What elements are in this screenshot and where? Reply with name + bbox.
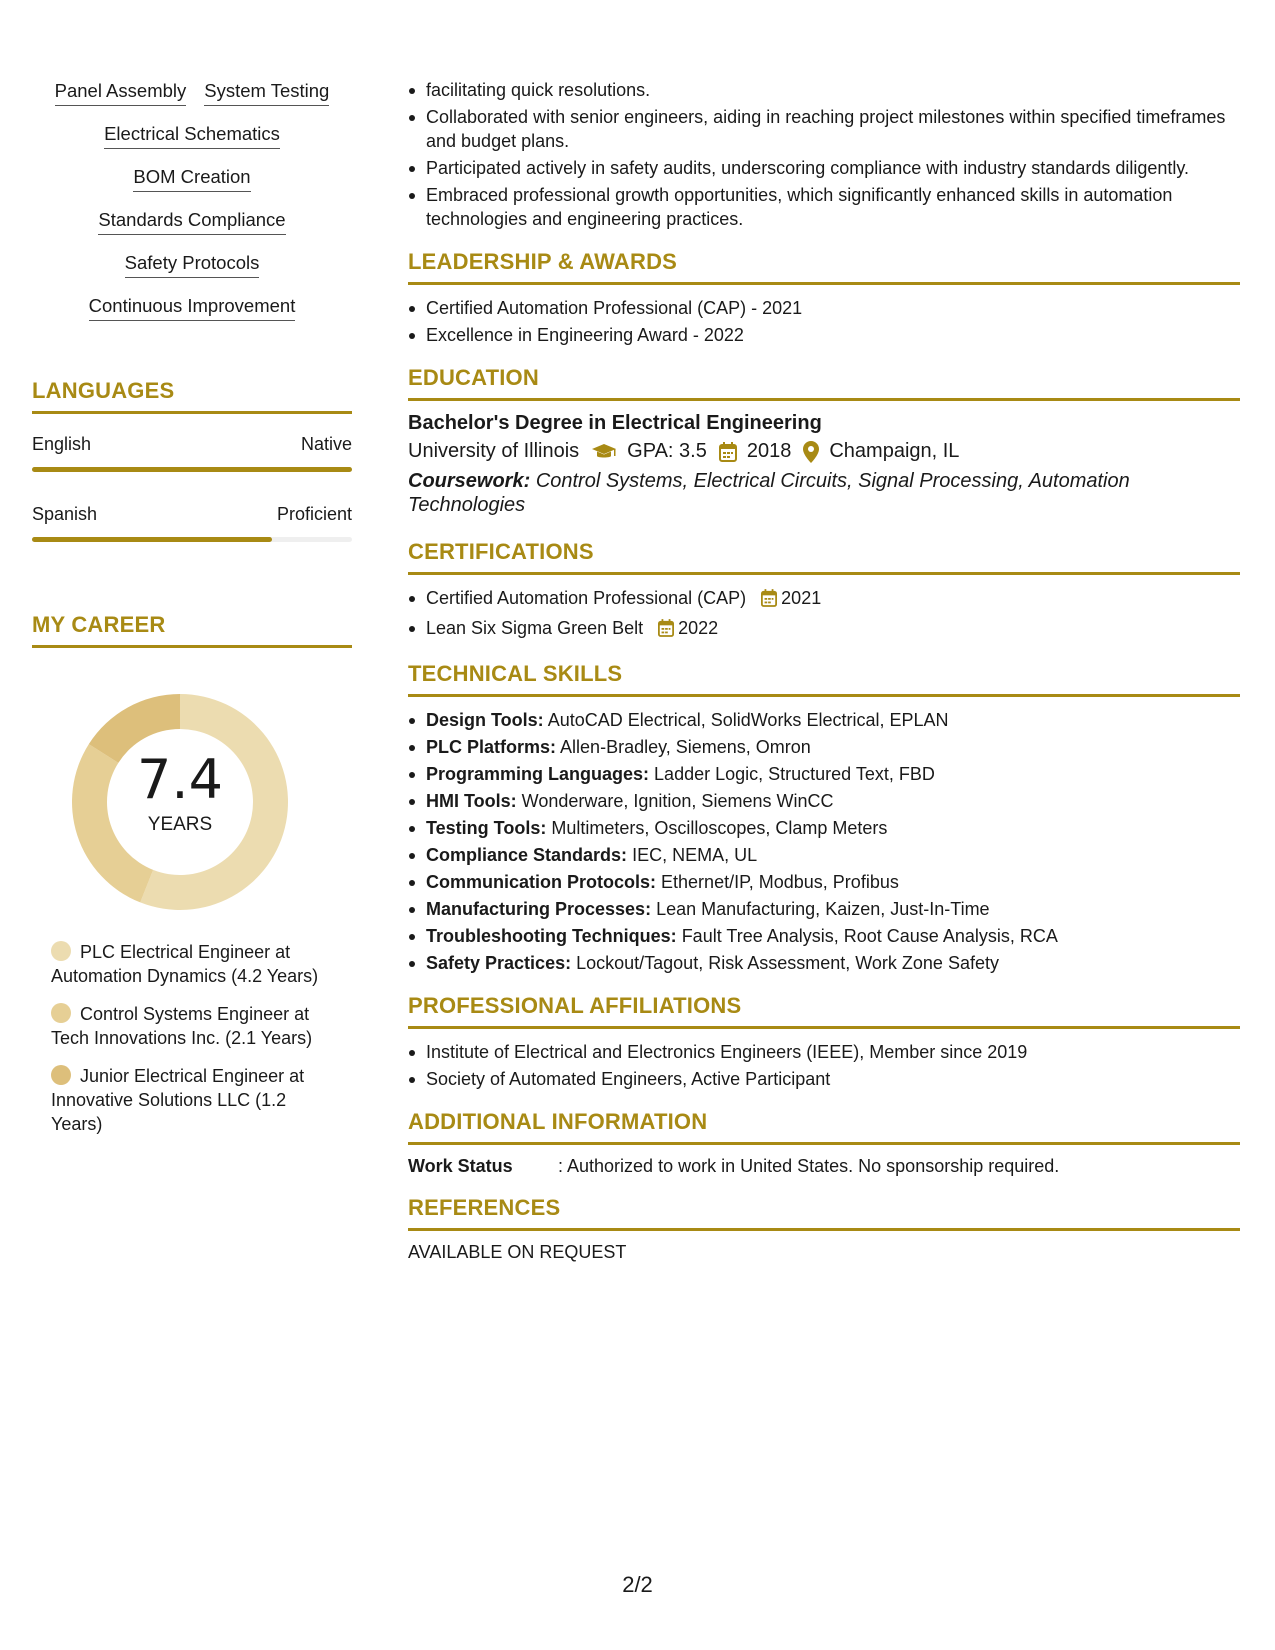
affiliation-item: Society of Automated Engineers, Active Participant: [408, 1067, 1240, 1091]
language-name: Spanish: [32, 504, 98, 524]
skill-tag: System Testing: [204, 80, 329, 106]
affiliations-list: [408, 1040, 1240, 1091]
work-status-label: Work Status: [408, 1156, 513, 1176]
skill-label: Compliance Standards:: [426, 845, 628, 865]
language-bar-fill: [32, 467, 352, 472]
skill-value: AutoCAD Electrical, SolidWorks Electrical, EPLAN: [547, 710, 949, 730]
skill-label: Safety Practices:: [426, 953, 572, 973]
career-section: [32, 612, 352, 1136]
language-level: Native: [300, 434, 352, 454]
calendar-icon: [761, 589, 777, 613]
section-title: EDUCATION: [408, 365, 1240, 401]
graduation-cap-icon: [591, 443, 617, 461]
right-column: [408, 78, 1240, 1263]
skill-tag: Standards Compliance: [98, 209, 285, 235]
section-title: ADDITIONAL INFORMATION: [408, 1109, 1240, 1145]
skill-label: HMI Tools:: [426, 791, 517, 811]
skill-value: Lean Manufacturing, Kaizen, Just-In-Time: [656, 899, 990, 919]
section-title: MY CAREER: [32, 612, 352, 648]
skill-tag-row: [133, 166, 250, 192]
coursework-label: Coursework:: [408, 470, 531, 492]
leadership-item: Certified Automation Professional (CAP) - 2021: [408, 296, 1240, 320]
education-gpa: GPA: 3.5: [627, 440, 707, 462]
technical-skills-list: [408, 708, 1240, 975]
experience-bullet: Collaborated with senior engineers, aiding in reaching project milestones within specified timeframes and budget plans.: [408, 105, 1240, 153]
career-legend-item: [51, 940, 332, 988]
skill-tag: Electrical Schematics: [104, 123, 280, 149]
section-title: REFERENCES: [408, 1195, 1240, 1231]
language-bar: [32, 467, 352, 472]
education-location: Champaign, IL: [829, 440, 960, 462]
section-title: TECHNICAL SKILLS: [408, 661, 1240, 697]
section-title: LANGUAGES: [32, 378, 352, 414]
leadership-list: [408, 296, 1240, 347]
skill-item: [408, 843, 1240, 867]
leadership-item: Excellence in Engineering Award - 2022: [408, 323, 1240, 347]
language-bar: [32, 537, 352, 542]
certification-item: [408, 616, 1240, 643]
certifications-list: [408, 586, 1240, 643]
skill-value: Ethernet/IP, Modbus, Profibus: [661, 872, 899, 892]
career-role: PLC Electrical Engineer at Automation Dynamics (4.2 Years): [51, 942, 319, 986]
skill-tag-row: [125, 252, 260, 278]
skill-label: Programming Languages:: [426, 764, 650, 784]
section-title: LEADERSHIP & AWARDS: [408, 249, 1240, 285]
work-status-value: : Authorized to work in United States. No sponsorship required.: [558, 1156, 1060, 1176]
legend-dot-icon: [51, 1003, 71, 1023]
skill-item: [408, 951, 1240, 975]
experience-bullets: [408, 78, 1240, 231]
education-degree: Bachelor's Degree in Electrical Engineering: [408, 412, 822, 434]
certification-year: 2021: [781, 588, 822, 608]
skill-label: Design Tools:: [426, 710, 544, 730]
skill-value: Allen-Bradley, Siemens, Omron: [560, 737, 811, 757]
work-status-row: [408, 1156, 1240, 1177]
references-text: AVAILABLE ON REQUEST: [408, 1242, 627, 1262]
skill-value: Lockout/Tagout, Risk Assessment, Work Zone Safety: [576, 953, 999, 973]
skill-value: Ladder Logic, Structured Text, FBD: [654, 764, 935, 784]
experience-bullet: Participated actively in safety audits, underscoring compliance with industry standards diligently.: [408, 156, 1240, 180]
section-title: PROFESSIONAL AFFILIATIONS: [408, 993, 1240, 1029]
language-row: [32, 504, 352, 525]
skill-item: [408, 816, 1240, 840]
career-donut-chart: [32, 670, 352, 930]
career-legend-item: [51, 1064, 332, 1136]
skill-tag: Safety Protocols: [125, 252, 260, 278]
page-number: 2/2: [622, 1572, 653, 1597]
language-bar-fill: [32, 537, 272, 542]
location-pin-icon: [803, 441, 819, 463]
skill-value: Multimeters, Oscilloscopes, Clamp Meters: [551, 818, 888, 838]
skill-item: [408, 708, 1240, 732]
skill-value: Fault Tree Analysis, Root Cause Analysis, RCA: [681, 926, 1058, 946]
education-school: University of Illinois: [408, 440, 580, 462]
skill-item: [408, 870, 1240, 894]
section-title: CERTIFICATIONS: [408, 539, 1240, 575]
skill-item: [408, 762, 1240, 786]
skill-tag-row: [55, 80, 330, 106]
affiliation-item: Institute of Electrical and Electronics Engineers (IEEE), Member since 2019: [408, 1040, 1240, 1064]
career-total-years: 7.4: [137, 748, 223, 811]
skill-item: [408, 789, 1240, 813]
skill-tag: BOM Creation: [133, 166, 250, 192]
career-legend: [32, 940, 332, 1136]
language-row: [32, 434, 352, 455]
coursework-list: Control Systems, Electrical Circuits, Signal Processing, Automation Technologies: [408, 470, 1130, 516]
career-role: Junior Electrical Engineer at Innovative Solutions LLC (1.2 Years): [51, 1066, 305, 1134]
career-role: Control Systems Engineer at Tech Innovations Inc. (2.1 Years): [51, 1004, 313, 1048]
calendar-icon: [658, 619, 674, 643]
skill-tag: Panel Assembly: [55, 80, 187, 106]
certification-item: [408, 586, 1240, 613]
career-years-unit: YEARS: [147, 814, 213, 835]
language-name: English: [32, 434, 92, 454]
certification-year: 2022: [678, 618, 719, 638]
skill-tags: [32, 80, 352, 338]
languages-section: [32, 378, 352, 542]
legend-dot-icon: [51, 941, 71, 961]
skill-label: Manufacturing Processes:: [426, 899, 652, 919]
skill-label: Testing Tools:: [426, 818, 547, 838]
skill-item: [408, 897, 1240, 921]
certification-name: Lean Six Sigma Green Belt: [426, 618, 644, 638]
left-column: [32, 80, 352, 1150]
education-year: 2018: [746, 440, 792, 462]
education-details: [408, 440, 1240, 463]
legend-dot-icon: [51, 1065, 71, 1085]
education-coursework: [408, 469, 1240, 517]
experience-bullet: Embraced professional growth opportunities, which significantly enhanced skills in automation technologies and engineering practices.: [408, 183, 1240, 231]
skill-tag-row: [104, 123, 280, 149]
language-level: Proficient: [276, 504, 352, 524]
skill-item: [408, 735, 1240, 759]
skill-tag: Continuous Improvement: [89, 295, 296, 321]
skill-label: Communication Protocols:: [426, 872, 657, 892]
skill-value: IEC, NEMA, UL: [632, 845, 758, 865]
skill-tag-row: [98, 209, 285, 235]
calendar-icon: [719, 442, 737, 462]
experience-continuation: facilitating quick resolutions.: [408, 78, 1240, 102]
skill-label: PLC Platforms:: [426, 737, 557, 757]
skill-item: [408, 924, 1240, 948]
skill-tag-row: [89, 295, 296, 321]
certification-name: Certified Automation Professional (CAP): [426, 588, 747, 608]
career-legend-item: [51, 1002, 332, 1050]
skill-value: Wonderware, Ignition, Siemens WinCC: [521, 791, 834, 811]
skill-label: Troubleshooting Techniques:: [426, 926, 677, 946]
